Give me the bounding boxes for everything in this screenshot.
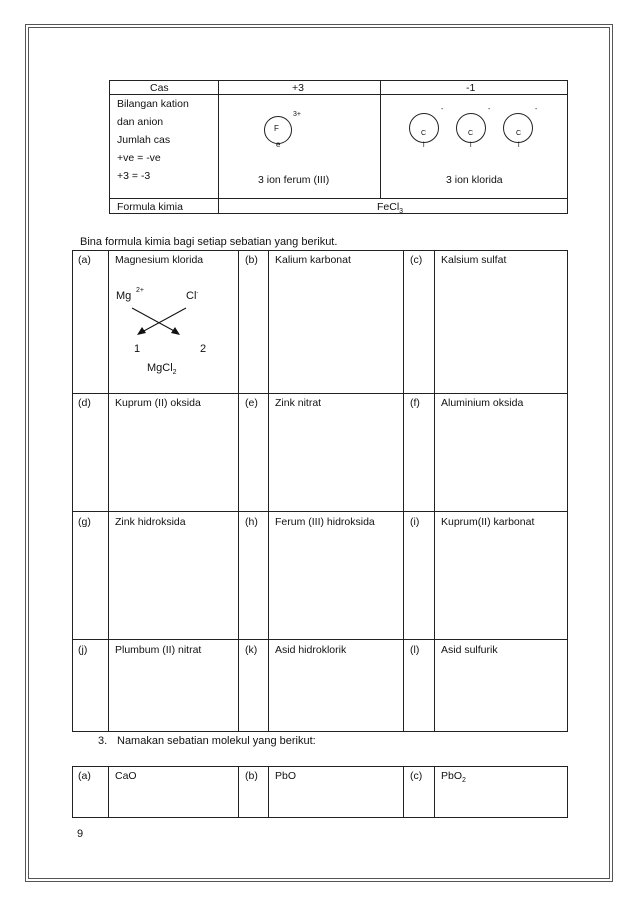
item-d-letter: (d) (78, 397, 91, 409)
item-a-letter: (a) (78, 254, 91, 266)
item-f-name: Aluminium oksida (441, 397, 524, 409)
item-d-name: Kuprum (II) oksida (115, 397, 201, 409)
item-l-name: Asid sulfurik (441, 644, 498, 656)
item-c-letter: (c) (410, 254, 423, 266)
item-i-name: Kuprum(II) karbonat (441, 516, 535, 528)
item-b-name: Kalium karbonat (275, 254, 351, 266)
example-num-right: 2 (200, 343, 207, 355)
mol-b-formula: PbO (275, 770, 297, 782)
item-f-letter: (f) (410, 397, 420, 409)
example-anion: Cl- (186, 290, 199, 302)
ferum-ion-symbol-1: F (274, 124, 279, 133)
item-h-letter: (h) (245, 516, 258, 528)
item-j-name: Plumbum (II) nitrat (115, 644, 202, 656)
formula-fecl3: FeCl$_3$ (377, 201, 404, 216)
example-cation: Mg (116, 290, 132, 302)
item-k-name: Asid hidroklorik (275, 644, 347, 656)
ferum-ion-charge: 3+ (293, 111, 301, 118)
example-cation-charge: 2+ (136, 287, 144, 294)
klorida-caption: 3 ion klorida (446, 174, 503, 186)
instruction-text: Bina formula kimia bagi setiap sebatian yang berikut. (80, 236, 338, 248)
ferum-ion-symbol-2: e (276, 140, 281, 149)
item-c-name: Kalsium sulfat (441, 254, 507, 266)
header-label: Cas (150, 82, 169, 94)
item-e-letter: (e) (245, 397, 258, 409)
mol-c-letter: (c) (410, 770, 423, 782)
item-j-letter: (j) (78, 644, 88, 656)
item-h-name: Ferum (III) hidroksida (275, 516, 375, 528)
item-a-name: Magnesium klorida (115, 254, 204, 266)
header-anion-charge: -1 (466, 82, 476, 94)
question3-text: Namakan sebatian molekul yang berikut: (117, 735, 316, 747)
item-e-name: Zink nitrat (275, 397, 322, 409)
question3-number: 3. (98, 735, 108, 747)
item-b-letter: (b) (245, 254, 258, 266)
item-k-letter: (k) (245, 644, 258, 656)
item-g-letter: (g) (78, 516, 91, 528)
mol-b-letter: (b) (245, 770, 258, 782)
crossover-arrows (118, 304, 198, 340)
page-number: 9 (77, 828, 84, 840)
mol-a-formula: CaO (115, 770, 137, 782)
example-result: MgCl$_2$ (147, 362, 177, 377)
mol-a-letter: (a) (78, 770, 91, 782)
mol-c-formula: PbO$_2$ (441, 770, 466, 785)
item-i-letter: (i) (410, 516, 420, 528)
ferum-caption: 3 ion ferum (III) (258, 174, 330, 186)
item-l-letter: (l) (410, 644, 420, 656)
example-num-left: 1 (134, 343, 141, 355)
item-g-name: Zink hidroksida (115, 516, 186, 528)
header-cation-charge: +3 (292, 82, 304, 94)
formula-row-label: Formula kimia (117, 201, 183, 213)
